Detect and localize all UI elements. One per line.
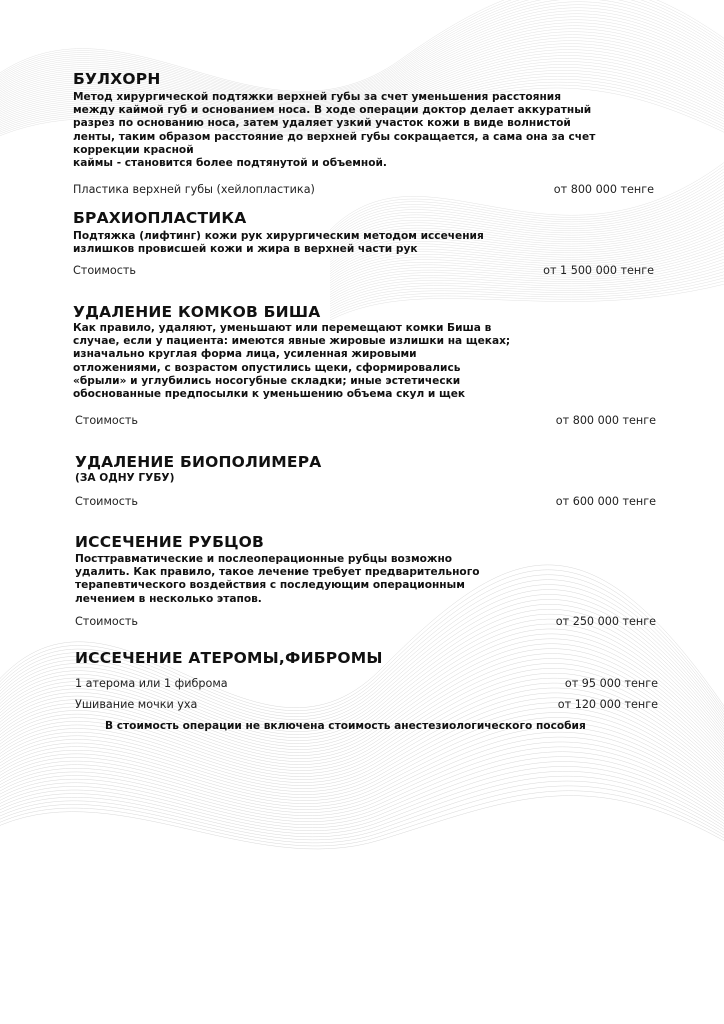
service-label: 1 атерома или 1 фиброма [75, 677, 228, 690]
description-line: Как правило, удаляют, уменьшают или перемещают комки Биша в [73, 322, 492, 334]
description-line: между каймой губ и основанием носа. В ходе операции доктор делает аккуратный [73, 104, 592, 117]
anesthesia-note: В стоимость операции не включена стоимость анестезиологического пособия [105, 720, 586, 732]
description-line: (ЗА ОДНУ ГУБУ) [75, 472, 175, 484]
service-label: Пластика верхней губы (хейлопластика) [73, 183, 315, 196]
section-heading-bulhorn: БУЛХОРН [73, 70, 161, 88]
description-line: каймы - становится более подтянутой и объемной. [73, 157, 387, 170]
description-line: удалить. Как правило, такое лечение требует предварительного [75, 566, 480, 579]
service-label: Стоимость [75, 495, 138, 508]
description-line: лечением в несколько этапов. [75, 592, 262, 605]
description-line: коррекции красной [73, 143, 194, 156]
section-description-bichat-fat-removal [73, 322, 510, 401]
description-line: Метод хирургической подтяжки верхней губы за счет уменьшения расстояния [73, 91, 562, 103]
section-heading-brachioplasty: БРАХИОПЛАСТИКА [73, 209, 247, 227]
service-price: от 250 000 тенге [555, 615, 656, 628]
section-description-scar-excision [75, 553, 480, 606]
service-price: от 95 000 тенге [564, 677, 658, 690]
description-line: случае, если у пациента: имеются явные жировые излишки на щеках; [73, 335, 511, 348]
section-description-brachioplasty [73, 230, 484, 256]
description-line: «брыли» и углубились носогубные складки; иные эстетически [73, 374, 461, 387]
description-line: излишков провисшей кожи и жира в верхней части рук [73, 243, 418, 256]
description-line: Посттравматические и послеоперационные рубцы возможно [75, 553, 453, 565]
service-label: Стоимость [75, 615, 138, 628]
service-price: от 800 000 тенге [553, 183, 654, 196]
description-line: отложениями, с возрастом опустились щеки, сформировались [73, 361, 461, 374]
service-label: Стоимость [73, 264, 136, 277]
description-line: ленты, таким образом расстояние до верхней губы сокращается, а сама она за счет [73, 130, 596, 143]
section-heading-bichat-fat-removal: УДАЛЕНИЕ КОМКОВ БИША [73, 303, 321, 321]
section-description-biopolymer-removal [75, 472, 174, 485]
service-price: от 600 000 тенге [555, 495, 656, 508]
description-line: терапевтического воздействия с последующим операционным [75, 579, 465, 592]
service-label: Стоимость [75, 414, 138, 427]
section-description-bulhorn [73, 91, 595, 170]
service-label: Ушивание мочки уха [75, 698, 198, 711]
section-heading-biopolymer-removal: УДАЛЕНИЕ БИОПОЛИМЕРА [75, 453, 322, 471]
description-line: обоснованные предпосылки к уменьшению объема скул и щек [73, 388, 466, 401]
service-price: от 800 000 тенге [555, 414, 656, 427]
description-line: Подтяжка (лифтинг) кожи рук хирургическим методом иссечения [73, 230, 484, 242]
section-heading-scar-excision: ИССЕЧЕНИЕ РУБЦОВ [75, 533, 265, 551]
description-line: изначально круглая форма лица, усиленная жировыми [73, 348, 417, 361]
service-price: от 1 500 000 тенге [543, 264, 654, 277]
description-line: разрез по основанию носа, затем удаляет узкий участок кожи в виде волнистой [73, 117, 571, 130]
section-heading-atheroma-fibroma-excision: ИССЕЧЕНИЕ АТЕРОМЫ,ФИБРОМЫ [75, 649, 383, 667]
service-price: от 120 000 тенге [557, 698, 658, 711]
